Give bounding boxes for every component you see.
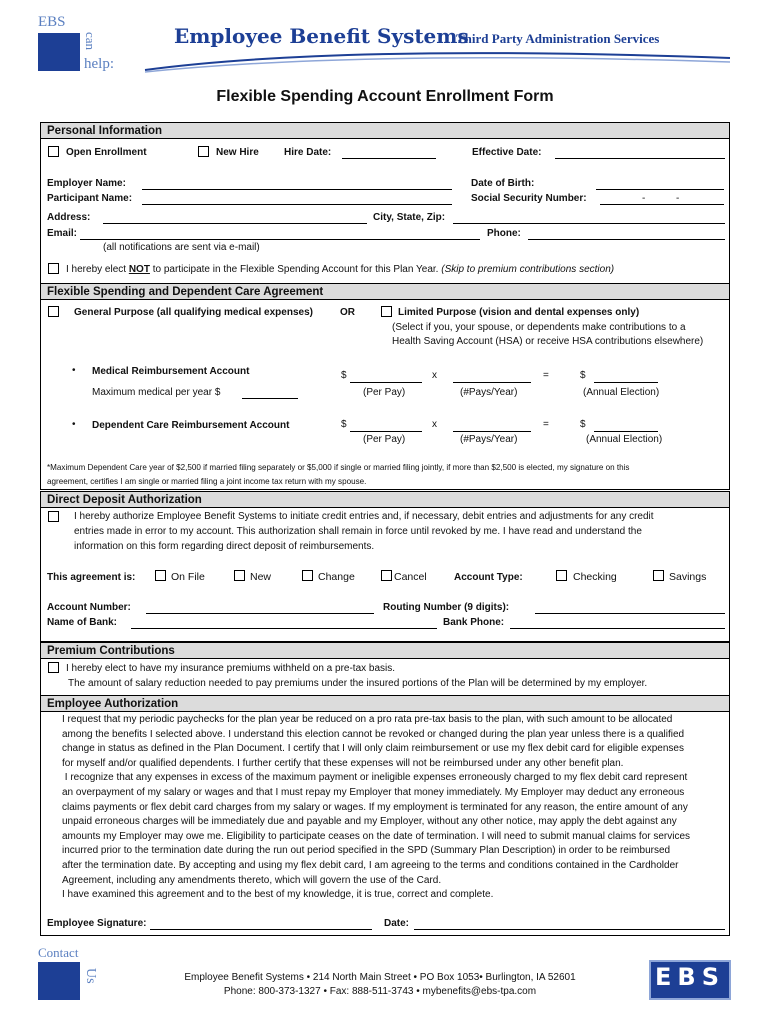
header-swoosh <box>140 44 740 74</box>
auth-line: an overpayment of my salary or wages and that I must repay my Employer that money immediately. My Employer may deduct any erroneous <box>62 787 685 798</box>
elect-skip: (Skip to premium contributions section) <box>441 264 615 275</box>
bank-name-field[interactable] <box>131 628 437 629</box>
auth-line: among the benefits I selected above. I understand this election cannot be revoked or changed during the plan year unless there is a qualified <box>62 728 685 740</box>
dependent-pays-year-caption: (#Pays/Year) <box>460 434 518 445</box>
date-of-birth-field[interactable] <box>596 189 724 190</box>
medical-per-pay-field[interactable] <box>350 382 422 383</box>
on-file-checkbox[interactable] <box>155 570 166 581</box>
auth-line: I recognize that any expenses in excess of the maximum payment or ineligible expenses erroneously charged to my flex debit card represent <box>62 772 688 784</box>
general-purpose-checkbox[interactable] <box>48 306 59 317</box>
employee-signature-field[interactable] <box>150 929 372 930</box>
logo-square <box>38 33 80 71</box>
deposit-auth-line-3: information on this form regarding direct deposit of reimbursements. <box>74 541 375 552</box>
city-state-zip-field[interactable] <box>453 223 725 224</box>
logo-can-text: can <box>83 32 98 51</box>
routing-number-field[interactable] <box>535 613 725 614</box>
company-tagline: Third Party Administration Services <box>456 31 660 46</box>
medical-times: x <box>432 370 437 381</box>
max-medical-field[interactable] <box>242 398 298 399</box>
medical-account-label: Medical Reimbursement Account <box>92 366 250 377</box>
elect-pre: I hereby elect <box>66 264 127 275</box>
premium-line-1: I hereby elect to have my insurance premiums withheld on a pre-tax basis. <box>66 663 396 674</box>
deposit-auth-line-2: entries made in error to my account. This authorization shall remain in force until revoked by me. I have read and understand the <box>74 526 642 537</box>
dependent-per-pay-caption: (Per Pay) <box>363 434 406 445</box>
effective-date-label: Effective Date: <box>472 147 542 158</box>
max-medical-label: Maximum medical per year $ <box>92 387 221 398</box>
contact-label: Contact <box>38 945 79 960</box>
signature-date-field[interactable] <box>414 929 725 930</box>
dependent-account-label: Dependent Care Reimbursement Account <box>92 420 290 431</box>
premium-pretax-checkbox[interactable] <box>48 662 59 673</box>
deposit-auth-line-1: I hereby authorize Employee Benefit Systems to initiate credit entries and, if necessary, debit entries and adjustments for any credit <box>74 511 654 522</box>
company-name: Employee Benefit Systems <box>174 24 469 48</box>
new-label: New <box>250 571 272 583</box>
phone-label: Phone: <box>487 228 521 239</box>
medical-annual-field[interactable] <box>594 382 658 383</box>
medical-dollar-2: $ <box>580 370 586 381</box>
on-file-label: On File <box>171 571 205 583</box>
auth-line: claims payments or flex debit card charges from my salary or wages. If my employment is terminated for any reason, the entire amount of any <box>62 801 688 813</box>
deposit-authorize-checkbox[interactable] <box>48 511 59 522</box>
or-label: OR <box>340 307 355 318</box>
medical-pays-year-caption: (#Pays/Year) <box>460 387 518 398</box>
limited-purpose-label: Limited Purpose (vision and dental expenses only) <box>398 307 640 318</box>
savings-label: Savings <box>669 571 707 583</box>
new-hire-checkbox[interactable] <box>198 146 209 157</box>
ssn-label: Social Security Number: <box>471 193 587 204</box>
auth-line: for myself and/or qualified dependents. I further certify that these expenses will not be reimbursed under any other benefit plan. <box>62 757 624 769</box>
limited-note-1: (Select if you, your spouse, or dependents make contributions to a <box>392 322 686 333</box>
auth-line: Agreement, including any amendments thereto, which will govern the use of the Card. <box>62 874 442 886</box>
change-checkbox[interactable] <box>302 570 313 581</box>
address-field[interactable] <box>103 223 367 224</box>
account-number-label: Account Number: <box>47 602 131 613</box>
savings-checkbox[interactable] <box>653 570 664 581</box>
agreement-is-label: This agreement is: <box>47 572 136 583</box>
participant-name-label: Participant Name: <box>47 193 133 204</box>
medical-per-pay-caption: (Per Pay) <box>363 387 406 398</box>
cancel-label: Cancel <box>394 571 427 583</box>
open-enrollment-label: Open Enrollment <box>66 147 147 158</box>
new-hire-label: New Hire <box>216 147 259 158</box>
checking-checkbox[interactable] <box>556 570 567 581</box>
auth-line: I have examined this agreement and to the best of my knowledge, it is true, correct and complete. <box>62 889 494 901</box>
section-direct-deposit: Direct Deposit Authorization <box>40 491 730 508</box>
participant-name-field[interactable] <box>142 204 452 205</box>
form-title: Flexible Spending Account Enrollment Form <box>216 88 554 105</box>
medical-equals: = <box>543 370 549 381</box>
limited-purpose-checkbox[interactable] <box>381 306 392 317</box>
contact-us-label: Us <box>83 968 98 984</box>
auth-line: after the termination date. By accepting and using my flex debit card, I am agreeing to the terms and conditions contained in the Cardholder <box>62 860 679 871</box>
email-note: (all notifications are sent via e-mail) <box>103 242 260 253</box>
dependent-care-note-1: *Maximum Dependent Care year of $2,500 if married filing separately or $5,000 if single or married filing jointly, if more than $2,500 is elected, my signature on this <box>47 463 630 472</box>
auth-line: I request that my periodic paychecks for the plan year be reduced on a pro rata pre-tax basis to the plan, with such amount to be allocated <box>62 714 673 725</box>
auth-line: unpaid erroneous charges will be immediately due and payable and my Employer, without any other notice, may apply the debt against any <box>62 816 677 828</box>
premium-line-2: The amount of salary reduction needed to pay premiums under the insured portions of the Plan will be determined by my employer. <box>68 678 648 689</box>
account-number-field[interactable] <box>146 613 374 614</box>
effective-date-field[interactable] <box>555 158 725 159</box>
bank-name-label: Name of Bank: <box>47 617 118 628</box>
logo-ebs-text: EBS <box>38 14 66 30</box>
medical-dollar-1: $ <box>341 370 347 381</box>
dependent-annual-caption: (Annual Election) <box>586 434 663 445</box>
general-purpose-label: General Purpose (all qualifying medical expenses) <box>74 307 313 318</box>
date-of-birth-label: Date of Birth: <box>471 178 535 189</box>
medical-pays-year-field[interactable] <box>453 382 531 383</box>
bullet-medical: • <box>72 365 76 376</box>
open-enrollment-checkbox[interactable] <box>48 146 59 157</box>
footer-contact-line: Phone: 800-373-1327 • Fax: 888-511-3743 • mybenefits@ebs-tpa.com <box>223 986 537 997</box>
email-field[interactable] <box>80 239 480 240</box>
bullet-dependent: • <box>72 419 76 430</box>
ssn-field[interactable] <box>600 204 724 205</box>
cancel-checkbox[interactable] <box>381 570 392 581</box>
account-type-label: Account Type: <box>454 572 523 583</box>
elect-not-participate-checkbox[interactable] <box>48 263 59 274</box>
signature-date-label: Date: <box>384 918 410 929</box>
auth-line: incurred prior to the termination date during the run out period specified in the SPD (Summary Plan Description) in order to be reimbursed <box>62 845 671 857</box>
footer-logo-text: EBS <box>655 963 725 991</box>
checking-label: Checking <box>573 571 617 583</box>
employee-signature-label: Employee Signature: <box>47 918 147 929</box>
ssn-dash-1: - <box>642 193 646 204</box>
section-premium-contributions: Premium Contributions <box>40 642 730 659</box>
dependent-per-pay-field[interactable] <box>350 431 422 432</box>
dependent-pays-year-field[interactable] <box>453 431 531 432</box>
email-label: Email: <box>47 228 78 239</box>
dependent-equals: = <box>543 419 549 430</box>
auth-line: amounts my Employer may owe me. Eligibility to participate ceases on the date of termination. I will need to submit manual claims for services <box>62 830 691 842</box>
address-label: Address: <box>47 212 91 223</box>
logo-help-text: help: <box>84 56 114 72</box>
dependent-dollar-1: $ <box>341 419 347 430</box>
city-state-zip-label: City, State, Zip: <box>373 212 446 223</box>
ssn-dash-2: - <box>676 193 680 204</box>
hire-date-field[interactable] <box>342 158 436 159</box>
elect-post: to participate in the Flexible Spending Account for this Plan Year. <box>152 264 439 275</box>
new-checkbox[interactable] <box>234 570 245 581</box>
bank-phone-field[interactable] <box>510 628 725 629</box>
employer-name-field[interactable] <box>142 189 452 190</box>
contact-square <box>38 962 80 1000</box>
phone-field[interactable] <box>528 239 725 240</box>
personal-box <box>40 139 730 283</box>
routing-number-label: Routing Number (9 digits): <box>383 602 510 613</box>
dependent-annual-field[interactable] <box>594 431 658 432</box>
elect-not-emphasis: NOT <box>128 264 150 275</box>
bank-phone-label: Bank Phone: <box>443 617 505 628</box>
elect-not-text <box>66 264 614 275</box>
section-employee-authorization: Employee Authorization <box>40 695 730 712</box>
auth-line: change in status as defined in the Plan Document. I certify that I will only claim reimbursement or use my flex debit card for eligible expenses <box>62 743 684 755</box>
limited-note-2: Health Saving Account (HSA) or receive HSA contributions elsewhere) <box>392 336 704 347</box>
dependent-times: x <box>432 419 437 430</box>
dependent-dollar-2: $ <box>580 419 586 430</box>
medical-annual-caption: (Annual Election) <box>583 387 660 398</box>
section-personal-information: Personal Information <box>40 122 730 139</box>
employer-name-label: Employer Name: <box>47 178 126 189</box>
hire-date-label: Hire Date: <box>284 147 332 158</box>
dependent-care-note-2: agreement, certifies I am single or married filing a joint income tax return with my spouse. <box>47 477 367 486</box>
change-label: Change <box>318 571 355 583</box>
footer-address: Employee Benefit Systems • 214 North Main Street • PO Box 1053• Burlington, IA 52601 <box>184 972 576 983</box>
section-fsa-agreement: Flexible Spending and Dependent Care Agreement <box>40 283 730 300</box>
